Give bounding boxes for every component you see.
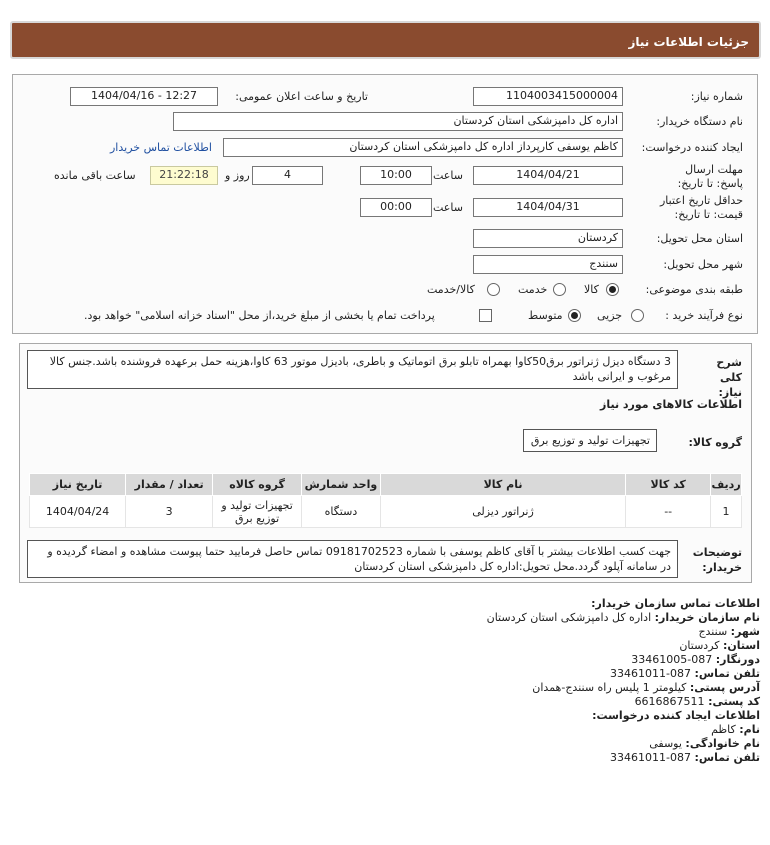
days-label: روز و bbox=[225, 169, 250, 182]
page-header bbox=[10, 21, 761, 59]
quantity-cell: 3 bbox=[126, 496, 213, 528]
col-quantity: تعداد / مقدار bbox=[126, 474, 213, 496]
creator-phone: تلفن تماس: 087-33461011 bbox=[610, 751, 760, 764]
province-field: کردستان bbox=[473, 229, 623, 248]
contact-postal-code: کد پستی: 6616867511 bbox=[634, 695, 760, 708]
contact-address: آدرس پستی: کیلومتر 1 پلیس راه سنندج-همدان bbox=[532, 681, 760, 694]
treasury-payment-checkbox[interactable] bbox=[479, 309, 492, 322]
category-radio-service[interactable] bbox=[553, 283, 566, 296]
city-label: شهر محل تحویل: bbox=[663, 258, 743, 271]
creator-family: نام خانوادگی: یوسفی bbox=[649, 737, 760, 750]
col-group: گروه کالاه bbox=[213, 474, 302, 496]
treasury-payment-note: پرداخت تمام یا بخشی از مبلغ خرید،از محل "اسناد خزانه اسلامی" خواهد بود. bbox=[84, 309, 435, 322]
announce-field: 1404/04/16 - 12:27 bbox=[70, 87, 218, 106]
days-field: 4 bbox=[252, 166, 323, 185]
buyer-label: نام دستگاه خریدار: bbox=[656, 115, 743, 128]
deadline-hour-field: 10:00 bbox=[360, 166, 432, 185]
col-unit: واحد شمارش bbox=[302, 474, 381, 496]
goods-group-field: تجهیزات تولید و توزیع برق bbox=[523, 429, 657, 452]
summary-label: شرح کلی نیاز: bbox=[716, 356, 742, 399]
validity-hour-label: ساعت bbox=[433, 201, 463, 214]
unit-cell: دستگاه bbox=[302, 496, 381, 528]
contact-title: اطلاعات تماس سازمان خریدار: bbox=[591, 597, 760, 610]
goods-table-header bbox=[30, 474, 742, 496]
category-option-goods-service: کالا/خدمت bbox=[427, 283, 475, 296]
creator-label: ایجاد کننده درخواست: bbox=[641, 141, 743, 154]
deadline-hour-label: ساعت bbox=[433, 169, 463, 182]
creator-field: کاظم یوسفی کارپرداز اداره کل دامپزشکی استان کردستان bbox=[223, 138, 623, 157]
validity-label: حداقل تاریخ اعتبار قیمت: تا تاریخ: bbox=[659, 194, 743, 221]
creator-title: اطلاعات ایجاد کننده درخواست: bbox=[592, 709, 760, 722]
need-date-cell: 1404/04/24 bbox=[30, 496, 126, 528]
item-name-cell: ژنراتور دیزلی bbox=[380, 496, 625, 528]
city-field: سنندج bbox=[473, 255, 623, 274]
announce-label: تاریخ و ساعت اعلان عمومی: bbox=[235, 90, 368, 103]
category-option-service: خدمت bbox=[518, 283, 548, 296]
contact-city: شهر: سنندج bbox=[698, 625, 760, 638]
contact-fax: دورنگار: 087-33461005 bbox=[631, 653, 760, 666]
goods-group-label: گروه کالا: bbox=[688, 436, 742, 449]
province-label: استان محل تحویل: bbox=[656, 232, 743, 245]
group-cell: تجهیزات تولید و توزیع برق bbox=[213, 496, 302, 528]
goods-table bbox=[29, 473, 742, 528]
goods-section-title: اطلاعات کالاهای مورد نیاز bbox=[600, 398, 742, 411]
process-option-minor: جزیی bbox=[597, 309, 623, 322]
buyer-field: اداره کل دامپزشکی استان کردستان bbox=[173, 112, 623, 131]
process-radio-minor[interactable] bbox=[631, 309, 644, 322]
creator-name: نام: کاظم bbox=[711, 723, 760, 736]
remaining-time-field: 21:22:18 bbox=[150, 166, 218, 185]
item-code-cell: -- bbox=[626, 496, 711, 528]
need-number-field: 1104003415000004 bbox=[473, 87, 623, 106]
need-number-label: شماره نیاز: bbox=[690, 90, 743, 103]
notes-label: توضیحات خریدار: bbox=[692, 546, 742, 574]
buyer-contact-link[interactable]: اطلاعات تماس خریدار bbox=[110, 141, 212, 154]
contact-province: استان: کردستان bbox=[679, 639, 760, 652]
contact-org: نام سازمان خریدار: اداره کل دامپزشکی استان کردستان bbox=[486, 611, 760, 624]
validity-date-field: 1404/04/31 bbox=[473, 198, 623, 217]
validity-hour-field: 00:00 bbox=[360, 198, 432, 217]
category-label: طبقه بندی موضوعی: bbox=[645, 283, 743, 296]
deadline-date-field: 1404/04/21 bbox=[473, 166, 623, 185]
table-row bbox=[30, 496, 742, 528]
notes-text: جهت کسب اطلاعات بیشتر با آقای کاظم یوسفی با شماره 09181702523 تماس حاصل فرمایید حتما پیوست مشاهده و امضاء گردیده و در سامانه آپلود گردد.محل تحویل:اداره کل دامپزشکی استان کردستان bbox=[27, 540, 678, 578]
process-radio-medium[interactable] bbox=[568, 309, 581, 322]
contact-phone: تلفن تماس: 087-33461011 bbox=[610, 667, 760, 680]
process-option-medium: متوسط bbox=[528, 309, 563, 322]
category-radio-goods-service[interactable] bbox=[487, 283, 500, 296]
process-label: نوع فرآیند خرید : bbox=[665, 309, 743, 322]
summary-text: 3 دستگاه دیزل ژنراتور برق50کاوا بهمراه تابلو برق اتوماتیک و باطری، بادیزل موتور 63 کاوا،هزینه حمل برعهده فروشنده باشد.جنس کالا مرغوب و ایرانی باشد bbox=[27, 350, 678, 389]
deadline-label: مهلت ارسال پاسخ: تا تاریخ: bbox=[677, 163, 743, 190]
col-need-date: تاریخ نیاز bbox=[30, 474, 126, 496]
remaining-label: ساعت باقی مانده bbox=[54, 169, 136, 182]
col-item-name: نام کالا bbox=[380, 474, 625, 496]
category-option-goods: کالا bbox=[584, 283, 599, 296]
row-number-cell: 1 bbox=[711, 496, 742, 528]
page-title: جزئیات اطلاعات نیاز bbox=[628, 35, 749, 49]
col-row-number: ردیف bbox=[711, 474, 742, 496]
col-item-code: کد کالا bbox=[626, 474, 711, 496]
category-radio-goods[interactable] bbox=[606, 283, 619, 296]
